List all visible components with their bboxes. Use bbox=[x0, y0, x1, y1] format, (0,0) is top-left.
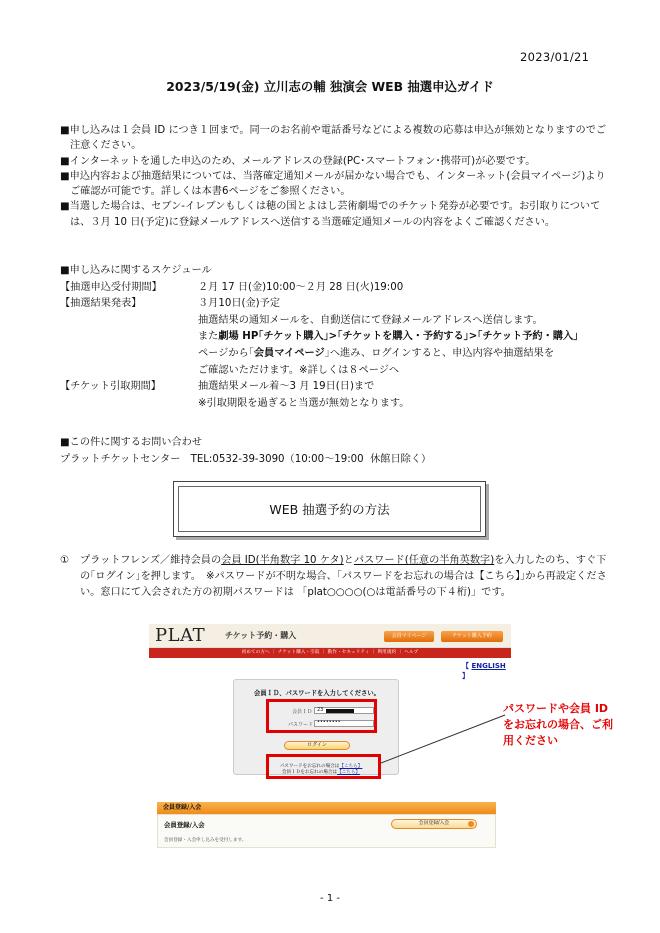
note-item: ■申込内容および抽選結果については、当落確定通知メールが届かない場合でも、インターネット(会員マイページ)よりご確認が可能です。詳しくは本書6ページをご参照ください。 bbox=[60, 170, 606, 198]
document-date: 2023/01/21 bbox=[520, 50, 590, 64]
step-part-underlined: 会員 ID(半角数字 10 ケタ) bbox=[221, 555, 344, 566]
schedule-row bbox=[60, 313, 620, 330]
highlight-forgot bbox=[266, 754, 381, 779]
plat-login-screenshot bbox=[149, 624, 511, 856]
plat-nav-bar[interactable]: 初めての方へ ｜ チケット購入・引取 ｜ 動作・セキュリティ ｜ 利用規約 ｜ ヘルプ bbox=[149, 648, 511, 658]
schedule-label: 【チケット引取期間】 bbox=[60, 381, 161, 393]
schedule-bold: 会員マイページ bbox=[253, 347, 325, 359]
highlight-credentials bbox=[266, 699, 377, 733]
schedule-text: 抽選結果メール着～3 月 19日(日)まで bbox=[198, 381, 375, 393]
mypage-button[interactable]: 会員マイページ bbox=[384, 631, 434, 642]
step-1 bbox=[60, 553, 612, 601]
notes-section bbox=[60, 123, 608, 230]
step-text bbox=[60, 553, 612, 601]
plat-logo: PLAT bbox=[155, 625, 206, 646]
forgot-password-text: パスワードをお忘れの場合は bbox=[279, 764, 340, 769]
schedule-text: ご確認いただけます。※詳しくは８ページへ bbox=[198, 364, 400, 376]
contact-heading: ■この件に関するお問い合わせ bbox=[60, 437, 203, 448]
schedule-row bbox=[60, 363, 620, 380]
schedule-label: 【抽選申込受付期間】 bbox=[60, 281, 162, 293]
plat-header bbox=[149, 624, 511, 648]
member-id-value: 23 bbox=[317, 707, 324, 713]
english-link-text[interactable]: ENGLISH bbox=[471, 662, 506, 670]
schedule-bold: 劇場 HP｢チケット購入｣>｢チケットを購入・予約する｣>｢チケット予約・購入｣ bbox=[218, 331, 579, 343]
note-item: ■インターネットを通した申込のため、メールアドレスの登録(PC･スマートフォン･携帯可)が必要です。 bbox=[60, 155, 536, 167]
step-part: プラットフレンズ／維持会員の bbox=[80, 555, 222, 566]
schedule-text: ｣へ進み、ログインすると、申込内容や抽選結果を bbox=[324, 347, 555, 359]
register-title: 会員登録/入会 bbox=[164, 821, 205, 829]
register-header: 会員登録/入会 bbox=[157, 802, 496, 814]
schedule-row bbox=[60, 396, 620, 413]
register-button[interactable] bbox=[391, 819, 477, 829]
step-part: を入力したのち、すぐ下の｢ログイン｣を押します。 ※パスワードが不明な場合、｢パスワードをお忘れの場合は【こちら】｣から再設定ください。窓口にて入会された方の初期パスワードは 「plat○○○○(○は電話番号の下４桁)」です。 bbox=[80, 555, 607, 598]
method-title: WEB 抽選予約の方法 bbox=[178, 486, 481, 532]
step-part: と bbox=[343, 555, 354, 566]
schedule-label: 【抽選結果発表】 bbox=[60, 298, 142, 310]
schedule-row bbox=[60, 280, 620, 297]
contact-section bbox=[60, 434, 431, 468]
schedule-text: ※引取期限を過ぎると当選が無効となります。 bbox=[198, 397, 410, 409]
document-title: 2023/5/19(金) 立川志の輔 独演会 WEB 抽選申込ガイド bbox=[166, 79, 494, 94]
schedule-text: ３月10日(金)予定 bbox=[198, 298, 281, 310]
schedule-text: ２月 17 日(金)10:00～２月 28 日(火)19:00 bbox=[198, 281, 404, 293]
callout-pointer bbox=[381, 715, 505, 763]
schedule-text: ページから｢ bbox=[198, 347, 254, 359]
password-label: パスワード bbox=[288, 722, 314, 728]
register-panel bbox=[157, 814, 496, 848]
callout-text: パスワードや会員 ID をお忘れの場合、ご利用ください bbox=[503, 702, 613, 747]
register-button-label[interactable]: 会員登録/入会 bbox=[418, 821, 450, 826]
schedule-row bbox=[60, 379, 620, 396]
ticket-buy-button[interactable]: チケット購入予約 bbox=[441, 631, 503, 642]
english-link[interactable]: 【 ENGLISH 】 bbox=[462, 662, 506, 680]
page-number: - 1 - bbox=[320, 893, 340, 904]
schedule-text: 抽選結果の通知メールを、自動送信にて登録メールアドレスへ送信します。 bbox=[198, 314, 543, 326]
contact-line: プラットチケットセンター TEL:0532-39-3090（10:00～19:00 休館日除く） bbox=[60, 454, 432, 465]
schedule-heading: ■申し込みに関するスケジュール bbox=[60, 265, 212, 276]
plat-subtitle: チケット予約・購入 bbox=[225, 631, 297, 640]
login-title: 会員ＩＤ、パスワードを入力してください。 bbox=[254, 690, 380, 697]
callout-line bbox=[379, 707, 509, 767]
forgot-password-link[interactable]: 【こちら】 bbox=[339, 764, 363, 769]
step-number: ① bbox=[60, 555, 70, 566]
schedule-text: また bbox=[198, 331, 219, 343]
schedule-row bbox=[60, 346, 620, 363]
login-button[interactable]: ログイン bbox=[284, 741, 350, 750]
note-item: ■申し込みは１会員 ID につき１回まで。同一のお名前や電話番号などによる複数の応募は申込が無効となりますのでご注意ください。 bbox=[60, 125, 607, 152]
schedule-row bbox=[60, 296, 620, 313]
method-title-box bbox=[173, 481, 486, 537]
register-description: 会員登録・入会申し込みを受付します。 bbox=[164, 838, 247, 843]
schedule-row bbox=[60, 329, 620, 346]
forgot-id-link[interactable]: 【こちら】 bbox=[337, 770, 361, 775]
password-value: •••••••• bbox=[317, 719, 341, 725]
step-part-underlined: パスワード(任意の半角英数字) bbox=[353, 555, 495, 566]
schedule-section bbox=[60, 263, 620, 412]
forgot-id-text: 会員ＩＤをお忘れの場合は bbox=[281, 770, 338, 775]
arrow-circle-icon bbox=[468, 821, 474, 827]
note-item: ■当選した場合は、セブン-イレブンもしくは穂の国とよはし芸術劇場でのチケット発券が必要です。お引取りについては、３月 10 日(予定)に登録メールアドレスへ送信する当選確定通知メールの内容をよくご確認ください。 bbox=[60, 201, 601, 228]
member-id-label: 会員ＩＤ bbox=[292, 709, 313, 715]
